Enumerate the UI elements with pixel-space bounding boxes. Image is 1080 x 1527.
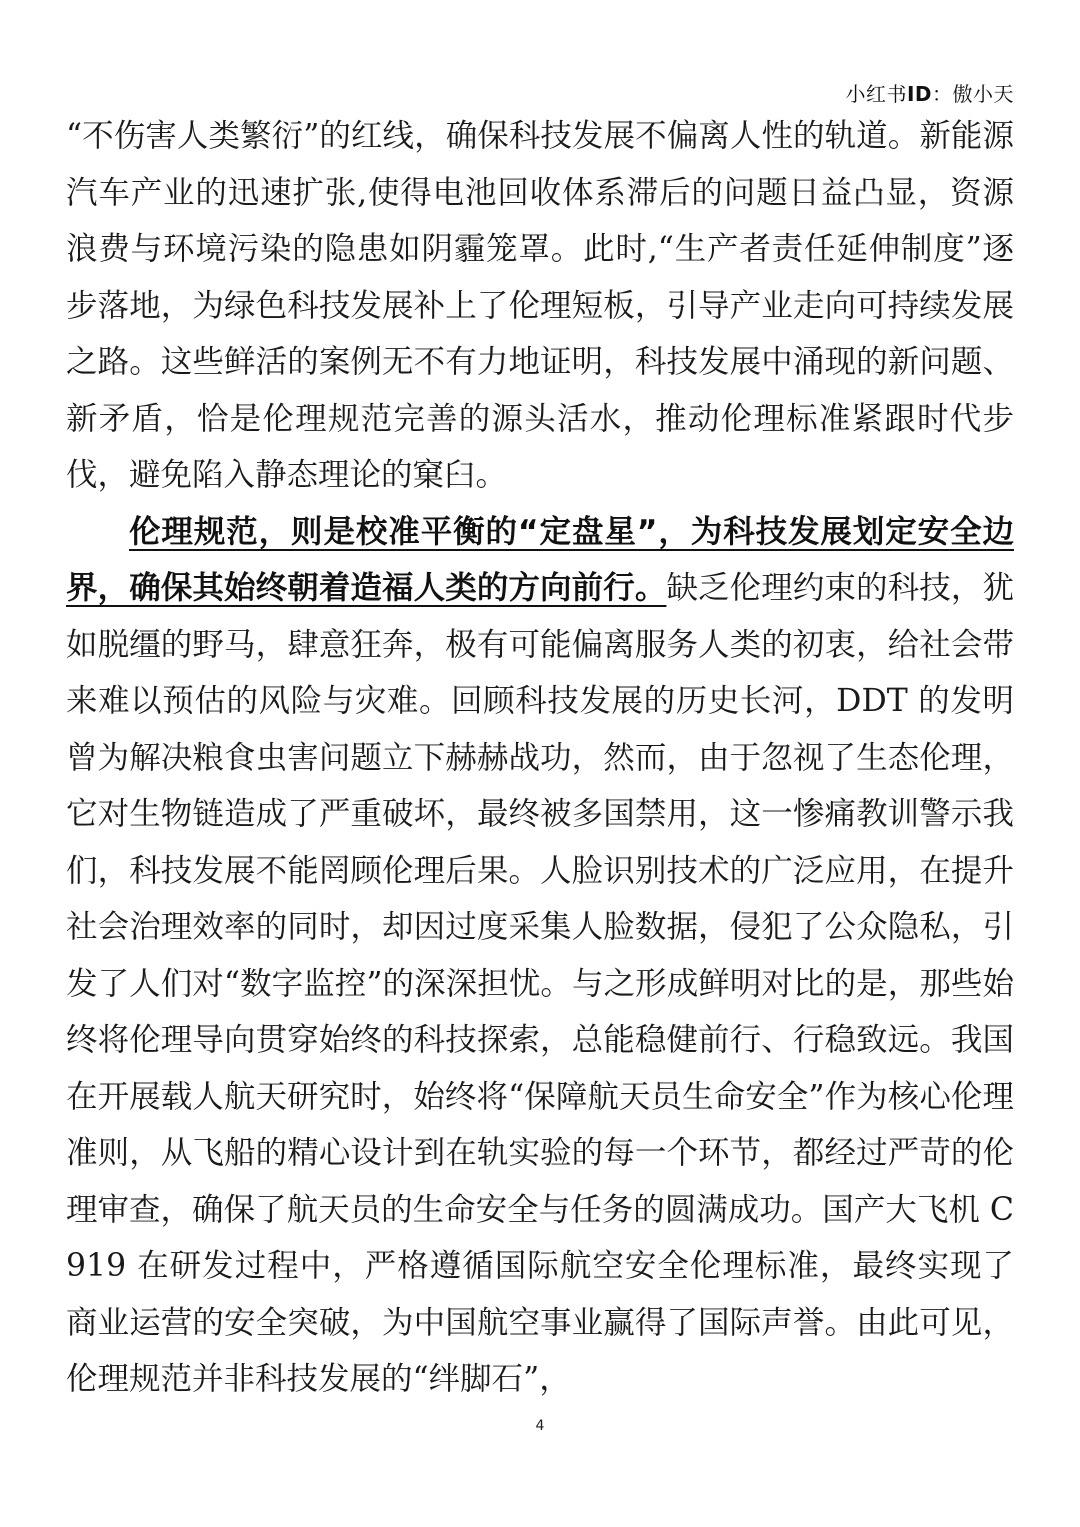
author-id-name: 傲小天 (952, 82, 1014, 106)
topic-sentence-emphasis: 伦理规范，则是校准平衡的“定盘星”，为科技发展划定安全边界，确保其始终朝着造福人类的方向前行。 (66, 513, 1014, 606)
paragraph-continuation (66, 108, 1014, 504)
author-id-key: ID (906, 82, 932, 106)
paragraph-ethics-norms (66, 504, 1014, 1408)
paragraph-text: “不伤害人类繁衍”的红线，确保科技发展不偏离人性的轨道。新能源汽车产业的迅速扩张,使得电池回收体系滞后的问题日益凸显，资源浪费与环境污染的隐患如阴霾笼罩。此时,“生产者责任延伸制度”逐步落地，为绿色科技发展补上了伦理短板，引导产业走向可持续发展之路。这些鲜活的案例无不有力地证明，科技发展中涌现的新问题、新矛盾，恰是伦理规范完善的源头活水，推动伦理标准紧跟时代步伐，避免陷入静态理论的窠臼。 (66, 118, 1014, 493)
document-body (66, 108, 1014, 1408)
paragraph-text: 缺乏伦理约束的科技，犹如脱缰的野马，肆意狂奔，极有可能偏离服务人类的初衷，给社会带来难以预估的风险与灾难。回顾科技发展的历史长河，DDT 的发明曾为解决粮食虫害问题立下赫赫战功，然而，由于忽视了生态伦理，它对生物链造成了严重破坏，最终被多国禁用，这一惨痛教训警示我们，科技发展不能罔顾伦理后果。人脸识别技术的广泛应用，在提升社会治理效率的同时，却因过度采集人脸数据，侵犯了公众隐私，引发了人们对“数字监控”的深深担忧。与之形成鲜明对比的是，那些始终将伦理导向贯穿始终的科技探索，总能稳健前行、行稳致远。我国在开展载人航天研究时，始终将“保障航天员生命安全”作为核心伦理准则，从飞船的精心设计到在轨实验的每一个环节，都经过严苛的伦理审查，确保了航天员的生命安全与任务的圆满成功。国产大飞机 C919 在研发过程中，严格遵循国际航空安全伦理标准，最终实现了商业运营的安全突破，为中国航空事业赢得了国际声誉。由此可见，伦理规范并非科技发展的“绊脚石”， (66, 570, 1014, 1397)
author-id-separator: ： (932, 82, 953, 106)
author-id-label (845, 78, 1014, 107)
author-id-prefix: 小红书 (845, 82, 907, 106)
page-number: 4 (535, 1418, 545, 1434)
